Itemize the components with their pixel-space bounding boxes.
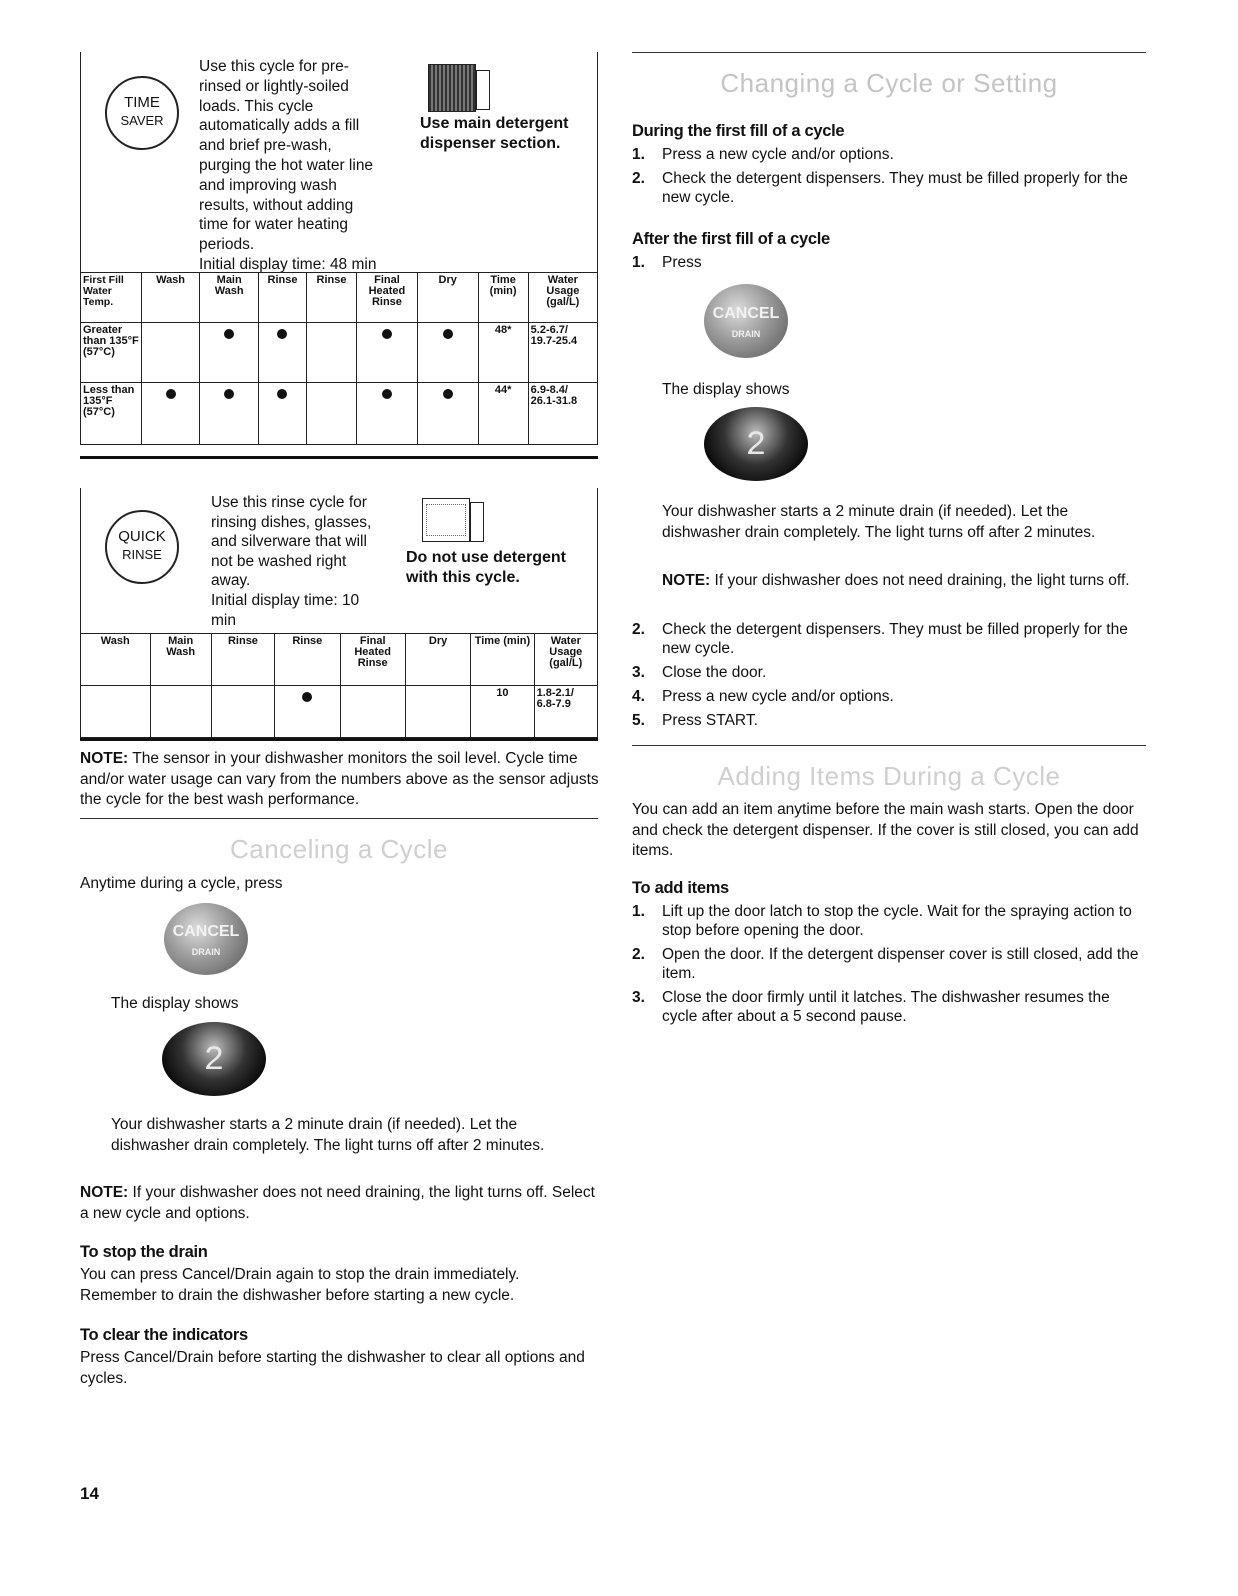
list-item: 4. Press a new cycle and/or options.: [632, 688, 894, 705]
cell: [259, 383, 307, 445]
quick-rinse-detergent-note: Do not use detergent with this cycle.: [406, 549, 567, 586]
water-cell: 5.2-6.7/ 19.7-25.4: [528, 323, 597, 383]
table-header: Rinse: [259, 273, 307, 323]
desc-line: results, without adding: [199, 196, 354, 214]
sensor-note: [80, 749, 600, 811]
cell: [357, 323, 418, 383]
badge-line-1: TIME: [124, 94, 160, 111]
changing-drain-text: Your dishwasher starts a 2 minute drain (if needed). Let the dishwasher drain completely. The light turns off after 2 minutes.: [662, 503, 1096, 541]
page-number: 14: [80, 1484, 99, 1503]
note-text: If your dishwasher does not need draining, the light turns off. Select a new cycle and options.: [80, 1184, 595, 1222]
cell: [417, 383, 478, 445]
dot-mark: [302, 692, 312, 702]
table-header: First Fill Water Temp.: [81, 273, 142, 323]
desc-line: rinsing dishes, glasses,: [211, 513, 372, 531]
button-label-top: CANCEL: [712, 305, 780, 322]
detergent-dispenser-empty-icon: [422, 498, 488, 542]
button-label-top: CANCEL: [172, 923, 240, 940]
list-item: 1. Lift up the door latch to stop the cycle. Wait for the spraying action to stop before opening the door.: [632, 903, 1132, 939]
badge-line-2: SAVER: [120, 113, 164, 128]
list-item: 5. Press START.: [632, 712, 758, 729]
cell: [141, 323, 200, 383]
changing-display-shows: The display shows: [662, 381, 790, 398]
display-char: 2: [745, 427, 767, 465]
desc-line: not be washed right: [211, 552, 347, 570]
time-saver-table: [80, 272, 598, 445]
desc-line: rinsed or lightly-soiled: [199, 77, 349, 95]
dot-mark: [224, 329, 234, 339]
table-header: Water Usage (gal/L): [528, 273, 597, 323]
cell: [150, 686, 211, 738]
list-item: 2. Check the detergent dispensers. They must be filled properly for the new cycle.: [632, 621, 1128, 657]
changing-heading: Changing a Cycle or Setting: [720, 68, 1058, 98]
cell: [306, 383, 356, 445]
time-saver-detergent-note: Use main detergent dispenser section.: [420, 115, 569, 152]
changing-note: [662, 571, 1142, 592]
display-char: 2: [203, 1042, 225, 1080]
time-cell: 10: [471, 686, 534, 738]
dot-mark: [382, 389, 392, 399]
cancel-drain-button-icon: [164, 903, 248, 975]
list-item: 3. Close the door firmly until it latches. The dishwasher resumes the cycle after about a 5 second pause.: [632, 989, 1110, 1025]
water-cell: 6.9-8.4/ 26.1-31.8: [528, 383, 597, 445]
desc-line: Initial display time: 10: [211, 591, 360, 609]
table-header: Wash: [141, 273, 200, 323]
button-label-bottom: DRAIN: [191, 947, 221, 957]
cancel-drain-button-icon: [704, 284, 788, 358]
desc-line: and silverware that will: [211, 533, 367, 551]
list-item: 2. Open the door. If the detergent dispenser cover is still closed, add the item.: [632, 946, 1139, 982]
table-header: Dry: [417, 273, 478, 323]
table-header: Water Usage (gal/L): [534, 634, 597, 686]
cell: [211, 686, 274, 738]
table-header: Time (min): [478, 273, 528, 323]
desc-line: purging the hot water line: [199, 156, 374, 174]
desc-line: automatically adds a fill: [199, 117, 360, 135]
cell: [81, 686, 151, 738]
clear-indicators-heading: To clear the indicators: [80, 1326, 248, 1344]
table-header: Final Heated Rinse: [340, 634, 405, 686]
list-item: 1. Press a new cycle and/or options.: [632, 146, 894, 163]
changing-later-steps: [632, 620, 1144, 735]
time-saver-description: [199, 57, 419, 275]
display-two-icon: [162, 1022, 266, 1096]
desc-line: loads. This cycle: [199, 97, 314, 115]
water-cell: 1.8-2.1/ 6.8-7.9: [534, 686, 597, 738]
quick-rinse-box: [80, 488, 598, 744]
badge-line-2: RINSE: [122, 547, 162, 562]
desc-line: Initial display time: 48 min: [199, 255, 377, 273]
time-saver-badge-icon: [105, 76, 179, 150]
dot-mark: [443, 329, 453, 339]
add-items-heading: To add items: [632, 879, 729, 897]
cell: [306, 323, 356, 383]
badge-line-1: QUICK: [118, 528, 166, 545]
cell: [141, 383, 200, 445]
after-fill-step-1: [632, 253, 1144, 277]
clear-indicators-text: Press Cancel/Drain before starting the dishwasher to clear all options and cycles.: [80, 1349, 585, 1387]
divider: [632, 745, 1146, 746]
temp-cell: Less than 135°F (57°C): [81, 383, 142, 445]
table-row: [81, 686, 598, 738]
note-label: NOTE:: [662, 572, 711, 589]
detergent-dispenser-full-icon: [428, 64, 492, 110]
canceling-intro: Anytime during a cycle, press: [80, 875, 283, 892]
temp-cell: Greater than 135°F (57°C): [81, 323, 142, 383]
table-header: Rinse: [275, 634, 340, 686]
cell: [275, 686, 340, 738]
add-items-steps: [632, 902, 1144, 1031]
desc-line: and improving wash: [199, 176, 337, 194]
note-text: If your dishwasher does not need draining, the light turns off.: [710, 572, 1130, 589]
dot-mark: [277, 389, 287, 399]
adding-heading: Adding Items During a Cycle: [717, 761, 1061, 791]
dot-mark: [382, 329, 392, 339]
table-header: Main Wash: [150, 634, 211, 686]
first-fill-steps: [632, 145, 1144, 212]
note-text: The sensor in your dishwasher monitors the soil level. Cycle time and/or water usage can vary from the numbers above as the sensor adjusts the cycle for the best wash performance.: [80, 750, 599, 808]
cell: [357, 383, 418, 445]
table-header: Rinse: [211, 634, 274, 686]
table-header: Main Wash: [200, 273, 259, 323]
note-label: NOTE:: [80, 1184, 129, 1201]
desc-line: Use this rinse cycle for: [211, 494, 367, 511]
first-fill-heading: During the first fill of a cycle: [632, 122, 845, 140]
dot-mark: [166, 389, 176, 399]
table-row: [81, 383, 598, 445]
table-header: Final Heated Rinse: [357, 273, 418, 323]
divider: [80, 818, 598, 819]
time-saver-box: [80, 52, 598, 460]
cell: [200, 383, 259, 445]
dot-mark: [443, 389, 453, 399]
time-cell: 44*: [478, 383, 528, 445]
divider: [632, 52, 1146, 53]
desc-line: time for water heating: [199, 216, 349, 234]
quick-rinse-description: [211, 493, 411, 630]
adding-intro: You can add an item anytime before the main wash starts. Open the door and check the detergent dispenser. If the cover is still closed, you can add items.: [632, 801, 1139, 859]
canceling-display-shows: The display shows: [111, 995, 239, 1012]
desc-line: periods.: [199, 236, 255, 254]
table-header: Dry: [405, 634, 470, 686]
desc-line: and brief pre-wash,: [199, 137, 332, 155]
stop-drain-heading: To stop the drain: [80, 1243, 208, 1261]
list-item: 3. Close the door.: [632, 664, 767, 681]
note-label: NOTE:: [80, 750, 129, 767]
quick-rinse-table: [80, 633, 598, 738]
cell: [200, 323, 259, 383]
table-row: [81, 323, 598, 383]
button-label-bottom: DRAIN: [731, 329, 761, 339]
table-header: Wash: [81, 634, 151, 686]
after-fill-heading: After the first fill of a cycle: [632, 230, 830, 248]
canceling-drain-text: Your dishwasher starts a 2 minute drain (if needed). Let the dishwasher drain completely. The light turns off after 2 minutes.: [111, 1116, 545, 1154]
cell: [259, 323, 307, 383]
canceling-heading: Canceling a Cycle: [229, 834, 449, 864]
stop-drain-text: You can press Cancel/Drain again to stop the drain immediately. Remember to drain the dishwasher before starting a new cycle.: [80, 1266, 520, 1304]
table-header: Time (min): [471, 634, 534, 686]
canceling-note: [80, 1183, 600, 1224]
table-header: Rinse: [306, 273, 356, 323]
quick-rinse-badge-icon: [105, 510, 179, 584]
cell: [417, 323, 478, 383]
dot-mark: [277, 329, 287, 339]
cell: [340, 686, 405, 738]
list-item: 1. Press: [632, 254, 702, 271]
desc-line: min: [211, 611, 236, 629]
display-two-icon: [704, 407, 808, 481]
desc-line: away.: [211, 572, 251, 590]
cell: [405, 686, 470, 738]
list-item: 2. Check the detergent dispensers. They must be filled properly for the new cycle.: [632, 170, 1128, 206]
desc-line: Use this cycle for pre-: [199, 58, 349, 75]
dot-mark: [224, 389, 234, 399]
time-cell: 48*: [478, 323, 528, 383]
